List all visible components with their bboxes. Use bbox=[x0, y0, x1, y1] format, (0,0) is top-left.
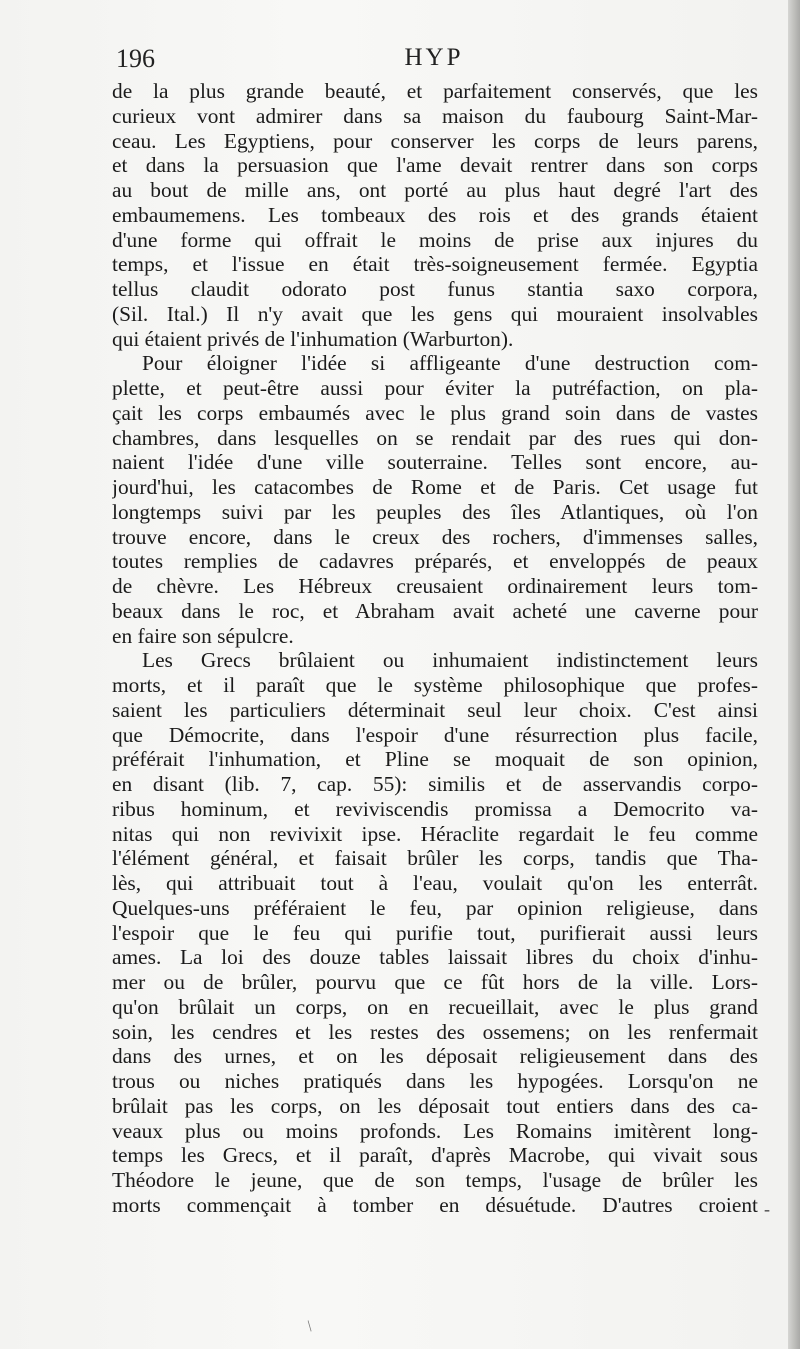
text-line: çait les corps embaumés avec le plus grand soin dans de vastes bbox=[112, 400, 758, 425]
text-line: soin, les cendres et les restes des ossemens; on les renfermait bbox=[112, 1019, 758, 1044]
text-line: saient les particuliers déterminait seul leur choix. C'est ainsi bbox=[112, 697, 758, 722]
text-line: l'élément général, et faisait brûler les corps, tandis que Tha- bbox=[112, 846, 758, 871]
text-line: trouve encore, dans le creux des rochers, d'immenses salles, bbox=[112, 524, 758, 549]
text-line: embaumemens. Les tombeaux des rois et des grands étaient bbox=[112, 202, 758, 227]
text-line: en faire son sépulcre. bbox=[112, 623, 294, 648]
text-line: que Démocrite, dans l'espoir d'une résurrection plus facile, bbox=[112, 722, 758, 747]
text-line: et dans la persuasion que l'ame devait rentrer dans son corps bbox=[112, 153, 758, 178]
text-line: l'espoir que le feu qui purifie tout, purifierait aussi leurs bbox=[112, 920, 758, 945]
text-line: naient l'idée d'une ville souterraine. Telles sont encore, au- bbox=[112, 450, 758, 475]
text-line: longtemps suivi par les peuples des îles Atlantiques, où l'on bbox=[112, 499, 758, 524]
text-line: au bout de mille ans, ont porté au plus haut degré l'art des bbox=[112, 178, 758, 202]
text-line: toutes remplies de cadavres préparés, et enveloppés de peaux bbox=[112, 549, 758, 574]
text-line: ribus hominum, et reviviscendis promissa a Democrito va- bbox=[112, 796, 758, 821]
text-line: ames. La loi des douze tables laissait libres du choix d'inhu- bbox=[112, 945, 758, 970]
text-line: Quelques-uns préféraient le feu, par opinion religieuse, dans bbox=[112, 895, 758, 920]
text-line: qu'on brûlait un corps, on en recueillait, avec le plus grand bbox=[112, 994, 758, 1019]
text-line: en disant (lib. 7, cap. 55): similis et de asservandis corpo- bbox=[112, 772, 758, 796]
line-continuation-mark: - bbox=[764, 1199, 770, 1219]
text-line: veaux plus ou moins profonds. Les Romains imitèrent long- bbox=[112, 1118, 758, 1143]
text-line: Pour éloigner l'idée si affligeante d'une destruction com- bbox=[142, 351, 758, 376]
running-head: HYP bbox=[404, 44, 464, 71]
text-line: Théodore le jeune, que de son temps, l'usage de brûler les bbox=[112, 1168, 758, 1192]
text-line: chambres, dans lesquelles on se rendait par des rues qui don- bbox=[112, 425, 758, 450]
text-line: nitas qui non revivixit ipse. Héraclite regardait le feu comme bbox=[112, 821, 758, 846]
text-line: dans des urnes, et on les déposait religieusement dans des bbox=[112, 1044, 758, 1069]
text-line: préférait l'inhumation, et Pline se moquait de son opinion, bbox=[112, 747, 758, 772]
body-text bbox=[112, 79, 758, 1218]
text-line: d'une forme qui offrait le moins de prise aux injures du bbox=[112, 227, 758, 252]
text-line: qui étaient privés de l'inhumation (Warburton). bbox=[112, 326, 514, 351]
text-line: (Sil. Ital.) Il n'y avait que les gens qui mouraient insolvables bbox=[112, 301, 758, 326]
text-line: trous ou niches pratiqués dans les hypogées. Lorsqu'on ne bbox=[112, 1069, 758, 1093]
text-line: ceau. Les Egyptiens, pour conserver les corps de leurs parens, bbox=[112, 128, 758, 153]
text-line: mer ou de brûler, pourvu que ce fût hors de la ville. Lors- bbox=[112, 970, 758, 994]
text-line: plette, et peut-être aussi pour éviter la putréfaction, on pla- bbox=[112, 376, 758, 400]
page-header bbox=[110, 44, 758, 78]
stray-pen-mark: / bbox=[303, 1318, 317, 1335]
page-number: 196 bbox=[116, 44, 155, 73]
text-line: Les Grecs brûlaient ou inhumaient indistinctement leurs bbox=[142, 648, 758, 673]
text-line: morts, et il paraît que le système philosophique que profes- bbox=[112, 673, 758, 697]
text-line: curieux vont admirer dans sa maison du faubourg Saint-Mar- bbox=[112, 103, 758, 128]
paragraph bbox=[112, 351, 758, 648]
text-line: beaux dans le roc, et Abraham avait acheté une caverne pour bbox=[112, 598, 758, 623]
text-line: lès, qui attribuait tout à l'eau, voulait qu'on les enterrât. bbox=[112, 871, 758, 895]
page-edge-shadow bbox=[788, 0, 800, 1349]
paragraph bbox=[112, 79, 758, 351]
text-line: de la plus grande beauté, et parfaitement conservés, que les bbox=[112, 79, 758, 103]
text-line: brûlait pas les corps, on les déposait tout entiers dans des ca- bbox=[112, 1093, 758, 1118]
text-line: de chèvre. Les Hébreux creusaient ordinairement leurs tom- bbox=[112, 574, 758, 598]
paragraph bbox=[112, 648, 758, 1217]
text-line: tellus claudit odorato post funus stantia saxo corpora, bbox=[112, 277, 758, 301]
text-line: jourd'hui, les catacombes de Rome et de Paris. Cet usage fut bbox=[112, 475, 758, 499]
text-line: temps les Grecs, et il paraît, d'après Macrobe, qui vivait sous bbox=[112, 1143, 758, 1168]
text-line: temps, et l'issue en était très-soigneusement fermée. Egyptia bbox=[112, 252, 758, 277]
text-line: morts commençait à tomber en désuétude. D'autres croient bbox=[112, 1192, 758, 1217]
